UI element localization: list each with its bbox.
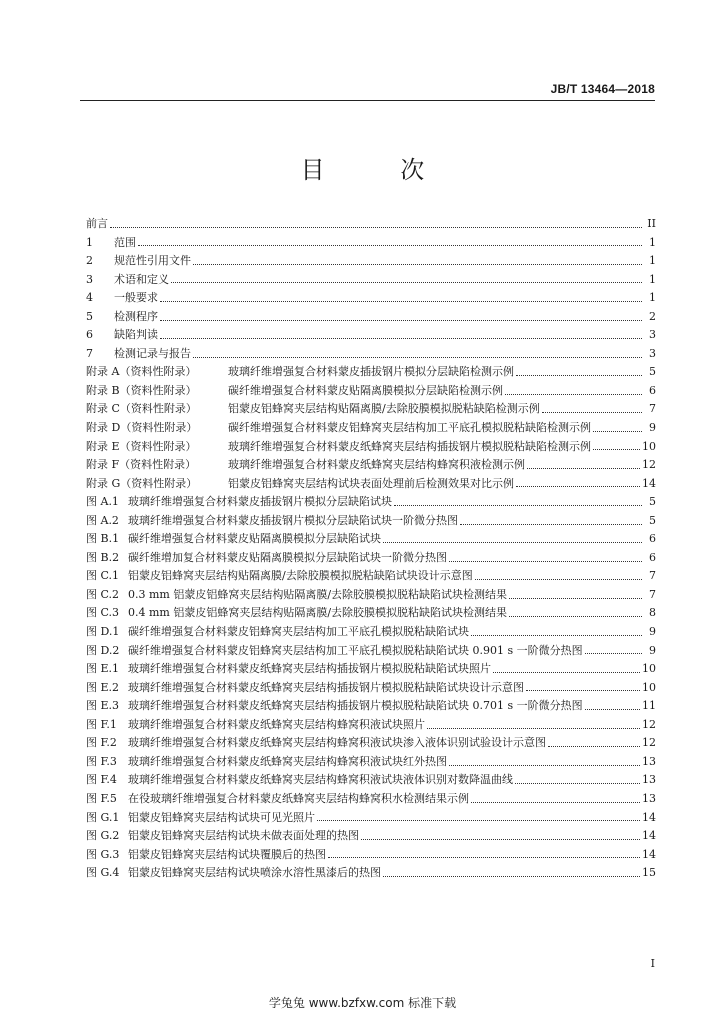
dot-leader: [193, 264, 642, 265]
toc-entry-page: 1: [649, 272, 656, 286]
toc-entry-page: 3: [649, 346, 656, 360]
standard-code: JB/T 13464—2018: [550, 82, 655, 96]
toc-entry-number: 图 E.1: [86, 662, 120, 676]
toc-entry-chapter[interactable]: [86, 308, 656, 327]
toc-entry-figure[interactable]: [86, 493, 656, 512]
toc-entry-figure[interactable]: [86, 734, 656, 753]
toc-entry-figure[interactable]: [86, 623, 656, 642]
toc-entry-chapter[interactable]: [86, 345, 656, 364]
toc-entry-number: 图 E.3: [86, 699, 120, 713]
toc-entry-page: 13: [642, 754, 656, 768]
toc-entry-title: 玻璃纤维增强复合材料蒙皮纸蜂窝夹层结构蜂窝积液试块照片: [128, 717, 425, 731]
toc-entry-title: 铝蒙皮铝蜂窝夹层结构试块覆膜后的热图: [128, 847, 326, 861]
toc-entry-number: 1: [86, 235, 93, 249]
dot-leader: [361, 839, 640, 840]
toc-entry-title: 玻璃纤维增强复合材料蒙皮纸蜂窝夹层结构插拔钢片模拟脱粘缺陷检测示例: [228, 439, 591, 453]
toc-entry-page: 10: [642, 680, 656, 694]
dot-leader: [449, 561, 642, 562]
toc-entry-title: 缺陷判读: [114, 328, 158, 342]
toc-entry-appendix[interactable]: [86, 475, 656, 494]
toc-entry-page: II: [647, 217, 656, 230]
toc-entry-title: 玻璃纤维增强复合材料蒙皮纸蜂窝夹层结构插拔钢片模拟脱粘缺陷试块 0.701 s 一阶微分热图: [128, 699, 583, 713]
toc-entry-page: 3: [649, 328, 656, 342]
toc-entry-appendix[interactable]: [86, 419, 656, 438]
toc-entry-number: 6: [86, 328, 93, 342]
toc-entry-title: 玻璃纤维增强复合材料蒙皮插拔钢片模拟分层缺陷试块一阶微分热图: [128, 513, 458, 527]
toc-entry-number: 图 C.3: [86, 606, 120, 620]
toc-entry-page: 12: [642, 458, 656, 472]
toc-entry-number: 图 A.2: [86, 513, 119, 527]
toc-entry-figure[interactable]: [86, 549, 656, 568]
toc-entry-number: 图 E.2: [86, 680, 120, 694]
dot-leader: [509, 616, 642, 617]
toc-entry-number: 附录 B（资料性附录）: [86, 383, 197, 397]
dot-leader: [193, 357, 642, 358]
toc-entry-chapter[interactable]: [86, 289, 656, 308]
toc-entry-appendix[interactable]: [86, 382, 656, 401]
toc-entry-page: 9: [649, 625, 656, 639]
page-title: 目 次: [300, 156, 459, 184]
toc-entry-title: 玻璃纤维增强复合材料蒙皮纸蜂窝夹层结构插拔钢片模拟脱粘缺陷试块设计示意图: [128, 680, 524, 694]
toc-entry-title: 铝蒙皮铝蜂窝夹层结构试块表面处理前后检测效果对比示例: [228, 476, 514, 490]
toc-entry-page: 5: [649, 495, 656, 509]
toc-entry-page: 9: [649, 643, 656, 657]
toc-entry-appendix[interactable]: [86, 363, 656, 382]
toc-entry-number: 图 C.2: [86, 587, 120, 601]
toc-entry-number: 图 B.2: [86, 550, 120, 564]
toc-entry-number: 图 C.1: [86, 569, 120, 583]
toc-entry-page: 5: [649, 513, 656, 527]
toc-entry-title: 玻璃纤维增强复合材料蒙皮纸蜂窝夹层结构插拔钢片模拟脱粘缺陷试块照片: [128, 662, 491, 676]
toc-entry-figure[interactable]: [86, 846, 656, 865]
toc-entry-chapter[interactable]: [86, 234, 656, 253]
dot-leader: [160, 338, 642, 339]
dot-leader: [383, 542, 642, 543]
toc-entry-title: 玻璃纤维增强复合材料蒙皮插拔钢片模拟分层缺陷试块: [128, 495, 392, 509]
toc-entry-page: 14: [642, 476, 656, 490]
dot-leader: [160, 320, 642, 321]
toc-entry-number: 图 G.3: [86, 847, 120, 861]
toc-entry-title: 检测程序: [114, 309, 158, 323]
toc-entry-page: 10: [642, 439, 656, 453]
dot-leader: [593, 449, 640, 450]
toc-entry-page: 13: [642, 791, 656, 805]
dot-leader: [317, 820, 640, 821]
toc-entry-figure[interactable]: [86, 530, 656, 549]
toc-entry-page: 1: [649, 254, 656, 268]
toc-entry-page: 7: [649, 587, 656, 601]
dot-leader: [475, 579, 642, 580]
dot-leader: [449, 765, 640, 766]
toc-entry-figure[interactable]: [86, 827, 656, 846]
toc-entry-page: 14: [642, 810, 656, 824]
toc-entry-figure[interactable]: [86, 660, 656, 679]
toc-entry-title: 在役玻璃纤维增强复合材料蒙皮纸蜂窝夹层结构蜂窝积水检测结果示例: [128, 791, 469, 805]
toc-entry-title: 玻璃纤维增强复合材料蒙皮纸蜂窝夹层结构蜂窝积液试块红外热图: [128, 754, 447, 768]
toc-entry-title: 铝蒙皮铝蜂窝夹层结构试块未做表面处理的热图: [128, 829, 359, 843]
dot-leader: [110, 227, 642, 228]
dot-leader: [526, 690, 640, 691]
toc-entry-number: 3: [86, 272, 93, 286]
toc-entry-title: 范围: [114, 235, 136, 249]
toc-entry-chapter[interactable]: [86, 252, 656, 271]
dot-leader: [585, 653, 642, 654]
dot-leader: [383, 876, 640, 877]
dot-leader: [585, 709, 640, 710]
toc-entry-number: 图 F.1: [86, 717, 117, 731]
dot-leader: [516, 486, 640, 487]
dot-leader: [471, 802, 640, 803]
toc-entry-page: 13: [642, 773, 656, 787]
toc-entry-number: 5: [86, 309, 93, 323]
toc-entry-page: 12: [642, 717, 656, 731]
toc-entry-page: 8: [649, 606, 656, 620]
toc-entry-number: 附录 D（资料性附录）: [86, 421, 198, 435]
toc-entry-number: 图 F.2: [86, 736, 117, 750]
toc-entry-page: 1: [649, 291, 656, 305]
toc-entry-number: 附录 A（资料性附录）: [86, 365, 197, 379]
toc-entry-number: 图 D.1: [86, 625, 120, 639]
dot-leader: [509, 598, 642, 599]
toc-entry-title: 碳纤维增强复合材料蒙皮铝蜂窝夹层结构加工平底孔模拟脱粘缺陷试块 0.901 s 一阶微分热图: [128, 643, 583, 657]
dot-leader: [160, 301, 642, 302]
dot-leader: [171, 282, 642, 283]
toc-entry-front[interactable]: [86, 215, 656, 234]
toc-entry-title: 铝蒙皮铝蜂窝夹层结构贴隔离膜/去除胶膜模拟脱粘缺陷检测示例: [228, 402, 540, 416]
toc-entry-figure[interactable]: [86, 642, 656, 661]
toc-entry-number: 图 A.1: [86, 495, 119, 509]
toc-entry-number: 图 G.1: [86, 810, 120, 824]
dot-leader: [505, 394, 642, 395]
toc-entry-number: 图 B.1: [86, 532, 120, 546]
toc-entry-number: 附录 C（资料性附录）: [86, 402, 197, 416]
toc-entry-title: 铝蒙皮铝蜂窝夹层结构试块喷涂水溶性黑漆后的热图: [128, 866, 381, 880]
toc-entry-title: 碳纤维增强复合材料蒙皮铝蜂窝夹层结构加工平底孔模拟脱粘缺陷检测示例: [228, 421, 591, 435]
toc-entry-title: 一般要求: [114, 291, 158, 305]
toc-entry-number: 图 F.3: [86, 754, 117, 768]
toc-entry-title: 玻璃纤维增强复合材料蒙皮纸蜂窝夹层结构蜂窝积液试块液体识别对数降温曲线: [128, 773, 513, 787]
dot-leader: [460, 524, 642, 525]
toc-entry-number: 附录 G（资料性附录）: [86, 476, 198, 490]
dot-leader: [427, 728, 640, 729]
dot-leader: [493, 672, 640, 673]
dot-leader: [516, 375, 642, 376]
toc-entry-figure[interactable]: [86, 809, 656, 828]
toc-entry-number: 图 F.4: [86, 773, 117, 787]
toc-entry-number: 图 D.2: [86, 643, 120, 657]
toc-entry-number: 图 F.5: [86, 791, 117, 805]
toc-entry-number: 附录 E（资料性附录）: [86, 439, 197, 453]
toc-entry-figure[interactable]: [86, 864, 656, 883]
toc-entry-chapter[interactable]: [86, 326, 656, 345]
toc-entry-appendix[interactable]: [86, 456, 656, 475]
dot-leader: [471, 635, 642, 636]
toc-entry-title: 术语和定义: [114, 272, 169, 286]
dot-leader: [515, 783, 640, 784]
dot-leader: [394, 505, 642, 506]
toc-entry-page: 12: [642, 736, 656, 750]
toc-entry-page: 11: [642, 699, 656, 713]
toc-entry-figure[interactable]: [86, 567, 656, 586]
toc-entry-figure[interactable]: [86, 586, 656, 605]
dot-leader: [548, 746, 640, 747]
toc-entry-page: 10: [642, 662, 656, 676]
toc-entry-title: 碳纤维增强复合材料蒙皮贴隔离膜模拟分层缺陷检测示例: [228, 383, 503, 397]
toc-entry-number: 图 G.4: [86, 866, 120, 880]
toc-entry-page: 6: [649, 532, 656, 546]
toc-entry-figure[interactable]: [86, 512, 656, 531]
toc-entry-number: 图 G.2: [86, 829, 120, 843]
toc-entry-title: 0.3 mm 铝蒙皮铝蜂窝夹层结构贴隔离膜/去除胶膜模拟脱粘缺陷试块检测结果: [128, 587, 508, 601]
toc-entry-page: 6: [649, 550, 656, 564]
toc-entry-figure[interactable]: [86, 679, 656, 698]
toc-entry-number: 2: [86, 254, 93, 268]
toc-entry-title: 玻璃纤维增强复合材料蒙皮插拔钢片模拟分层缺陷检测示例: [228, 365, 514, 379]
toc-entry-title: 碳纤维增加复合材料蒙皮贴隔离膜模拟分层缺陷试块一阶微分热图: [128, 550, 447, 564]
toc-entry-title: 规范性引用文件: [114, 254, 191, 268]
toc-entry-title: 碳纤维增强复合材料蒙皮铝蜂窝夹层结构加工平底孔模拟脱粘缺陷试块: [128, 625, 469, 639]
toc-entry-chapter[interactable]: [86, 271, 656, 290]
toc-entry-page: 14: [642, 847, 656, 861]
toc-entry-page: 1: [649, 235, 656, 249]
toc-entry-figure[interactable]: [86, 697, 656, 716]
table-of-contents: [86, 215, 656, 883]
toc-entry-page: 15: [642, 866, 656, 880]
toc-entry-page: 7: [649, 569, 656, 583]
toc-entry-title: 铝蒙皮铝蜂窝夹层结构贴隔离膜/去除胶膜模拟脱粘缺陷试块设计示意图: [128, 569, 473, 583]
toc-entry-title: 检测记录与报告: [114, 346, 191, 360]
dot-leader: [138, 245, 642, 246]
watermark-text: 学兔兔 www.bzfxw.com 标准下载: [268, 996, 457, 1010]
toc-entry-figure[interactable]: [86, 604, 656, 623]
toc-entry-figure[interactable]: [86, 716, 656, 735]
toc-entry-number: 7: [86, 346, 93, 360]
toc-entry-title: 前言: [86, 217, 108, 230]
toc-entry-number: 附录 F（资料性附录）: [86, 458, 197, 472]
toc-entry-title: 玻璃纤维增强复合材料蒙皮纸蜂窝夹层结构蜂窝积液检测示例: [228, 458, 525, 472]
header-divider: [80, 100, 655, 101]
page-number: I: [650, 957, 655, 970]
dot-leader: [527, 468, 640, 469]
toc-entry-page: 14: [642, 829, 656, 843]
toc-entry-page: 2: [649, 309, 656, 323]
toc-entry-page: 9: [649, 421, 656, 435]
toc-entry-number: 4: [86, 291, 93, 305]
toc-entry-figure[interactable]: [86, 753, 656, 772]
toc-entry-title: 碳纤维增强复合材料蒙皮贴隔离膜模拟分层缺陷试块: [128, 532, 381, 546]
toc-entry-title: 铝蒙皮铝蜂窝夹层结构试块可见光照片: [128, 810, 315, 824]
toc-entry-appendix[interactable]: [86, 400, 656, 419]
dot-leader: [542, 412, 642, 413]
dot-leader: [593, 431, 642, 432]
dot-leader: [328, 857, 640, 858]
toc-entry-page: 5: [649, 365, 656, 379]
toc-entry-figure[interactable]: [86, 790, 656, 809]
toc-entry-appendix[interactable]: [86, 438, 656, 457]
toc-entry-title: 玻璃纤维增强复合材料蒙皮纸蜂窝夹层结构蜂窝积液试块渗入液体识别试验设计示意图: [128, 736, 546, 750]
toc-entry-title: 0.4 mm 铝蒙皮铝蜂窝夹层结构贴隔离膜/去除胶膜模拟脱粘缺陷试块检测结果: [128, 606, 508, 620]
toc-entry-page: 6: [649, 383, 656, 397]
toc-entry-page: 7: [649, 402, 656, 416]
toc-entry-figure[interactable]: [86, 771, 656, 790]
